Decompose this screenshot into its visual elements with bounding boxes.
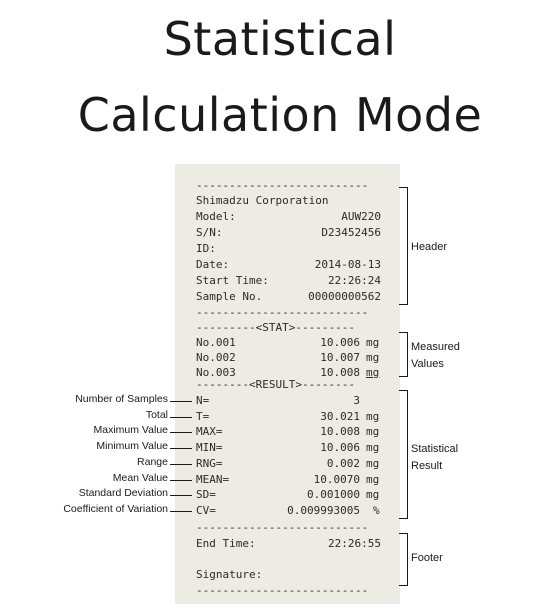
dash-separator: --------------------------	[196, 584, 369, 597]
result-value: 30.021	[320, 410, 360, 423]
result-unit: mg	[366, 410, 380, 423]
left-label-connector	[170, 401, 192, 402]
result-value: 10.0070	[313, 473, 360, 486]
model-label: Model:	[196, 210, 236, 223]
end-time-label: End Time:	[196, 537, 256, 550]
result-divider: --------<RESULT>--------	[196, 378, 355, 391]
start-time-label: Start Time:	[196, 274, 269, 287]
left-label-connector	[170, 417, 192, 418]
result-unit: %	[373, 504, 380, 517]
measured-value: 10.008	[320, 366, 360, 379]
result-unit: mg	[366, 488, 380, 501]
left-label-connector	[170, 432, 192, 433]
dash-separator: --------------------------	[196, 179, 369, 192]
left-label-connector	[170, 464, 192, 465]
dash-separator: --------------------------	[196, 306, 369, 319]
result-unit: mg	[366, 473, 380, 486]
result-label: MAX=	[196, 425, 223, 438]
left-label: Standard Deviation	[78, 487, 168, 499]
left-label: Number of Samples	[75, 393, 168, 405]
left-label-connector	[170, 448, 192, 449]
footer-bracket	[399, 533, 408, 586]
result-label: MIN=	[196, 441, 223, 454]
measured-unit: mg	[366, 336, 380, 349]
statistical-annotation-line1: Statistical	[411, 443, 459, 455]
sn-value: D23452456	[321, 226, 381, 239]
measured-unit: mg	[366, 351, 380, 364]
result-unit: mg	[366, 457, 380, 470]
model-value: AUW220	[341, 210, 381, 223]
left-label: Range	[137, 456, 168, 468]
dash-separator: --------------------------	[196, 521, 369, 534]
result-value: 0.002	[326, 457, 360, 470]
sample-no-label: Sample No.	[196, 290, 263, 303]
page-title-line2: Calculation Mode	[77, 88, 483, 142]
measured-annotation-line1: Measured	[411, 341, 460, 353]
page-title-line1: Statistical	[163, 12, 397, 66]
result-label: SD=	[196, 488, 216, 501]
measured-label: No.002	[196, 351, 236, 364]
measured-value: 10.006	[320, 336, 360, 349]
left-label: Coefficient of Variation	[63, 503, 168, 515]
end-time-value: 22:26:55	[328, 537, 381, 550]
result-label: T=	[196, 410, 210, 423]
measured-value: 10.007	[320, 351, 360, 364]
measured-label: No.001	[196, 336, 236, 349]
result-value: 0.001000	[307, 488, 360, 501]
company-name: Shimadzu Corporation	[196, 194, 329, 207]
left-label-connector	[170, 480, 192, 481]
id-label: ID:	[196, 242, 216, 255]
measured-label: No.003	[196, 366, 236, 379]
left-label: Total	[145, 409, 168, 421]
result-unit: mg	[366, 441, 380, 454]
measured-unit: mg	[366, 366, 380, 379]
left-label-connector	[170, 511, 192, 512]
left-label-connector	[170, 495, 192, 496]
date-label: Date:	[196, 258, 230, 271]
header-bracket	[399, 187, 408, 305]
start-time-value: 22:26:24	[328, 274, 381, 287]
result-unit: mg	[366, 425, 380, 438]
measured-bracket	[399, 332, 408, 377]
header-annotation: Header	[411, 241, 448, 253]
signature-label: Signature:	[196, 568, 263, 581]
date-value: 2014-08-13	[314, 258, 381, 271]
result-value: 0.009993005	[287, 504, 360, 517]
result-label: RNG=	[196, 457, 223, 470]
result-label: MEAN=	[196, 473, 230, 486]
result-label: N=	[196, 394, 210, 407]
statistical-annotation-line2: Result	[411, 460, 443, 472]
result-value: 10.006	[320, 441, 360, 454]
measured-annotation-line2: Values	[411, 358, 444, 370]
result-value: 3	[353, 394, 360, 407]
left-label: Mean Value	[112, 472, 168, 484]
sample-no-value: 00000000562	[308, 290, 381, 303]
statistical-bracket	[399, 390, 408, 519]
left-label: Minimum Value	[96, 440, 168, 452]
left-label: Maximum Value	[93, 424, 168, 436]
sn-label: S/N:	[196, 226, 223, 239]
result-label: CV=	[196, 504, 216, 517]
stat-divider: ---------<STAT>---------	[196, 321, 355, 334]
footer-annotation: Footer	[411, 552, 443, 564]
result-value: 10.008	[320, 425, 360, 438]
